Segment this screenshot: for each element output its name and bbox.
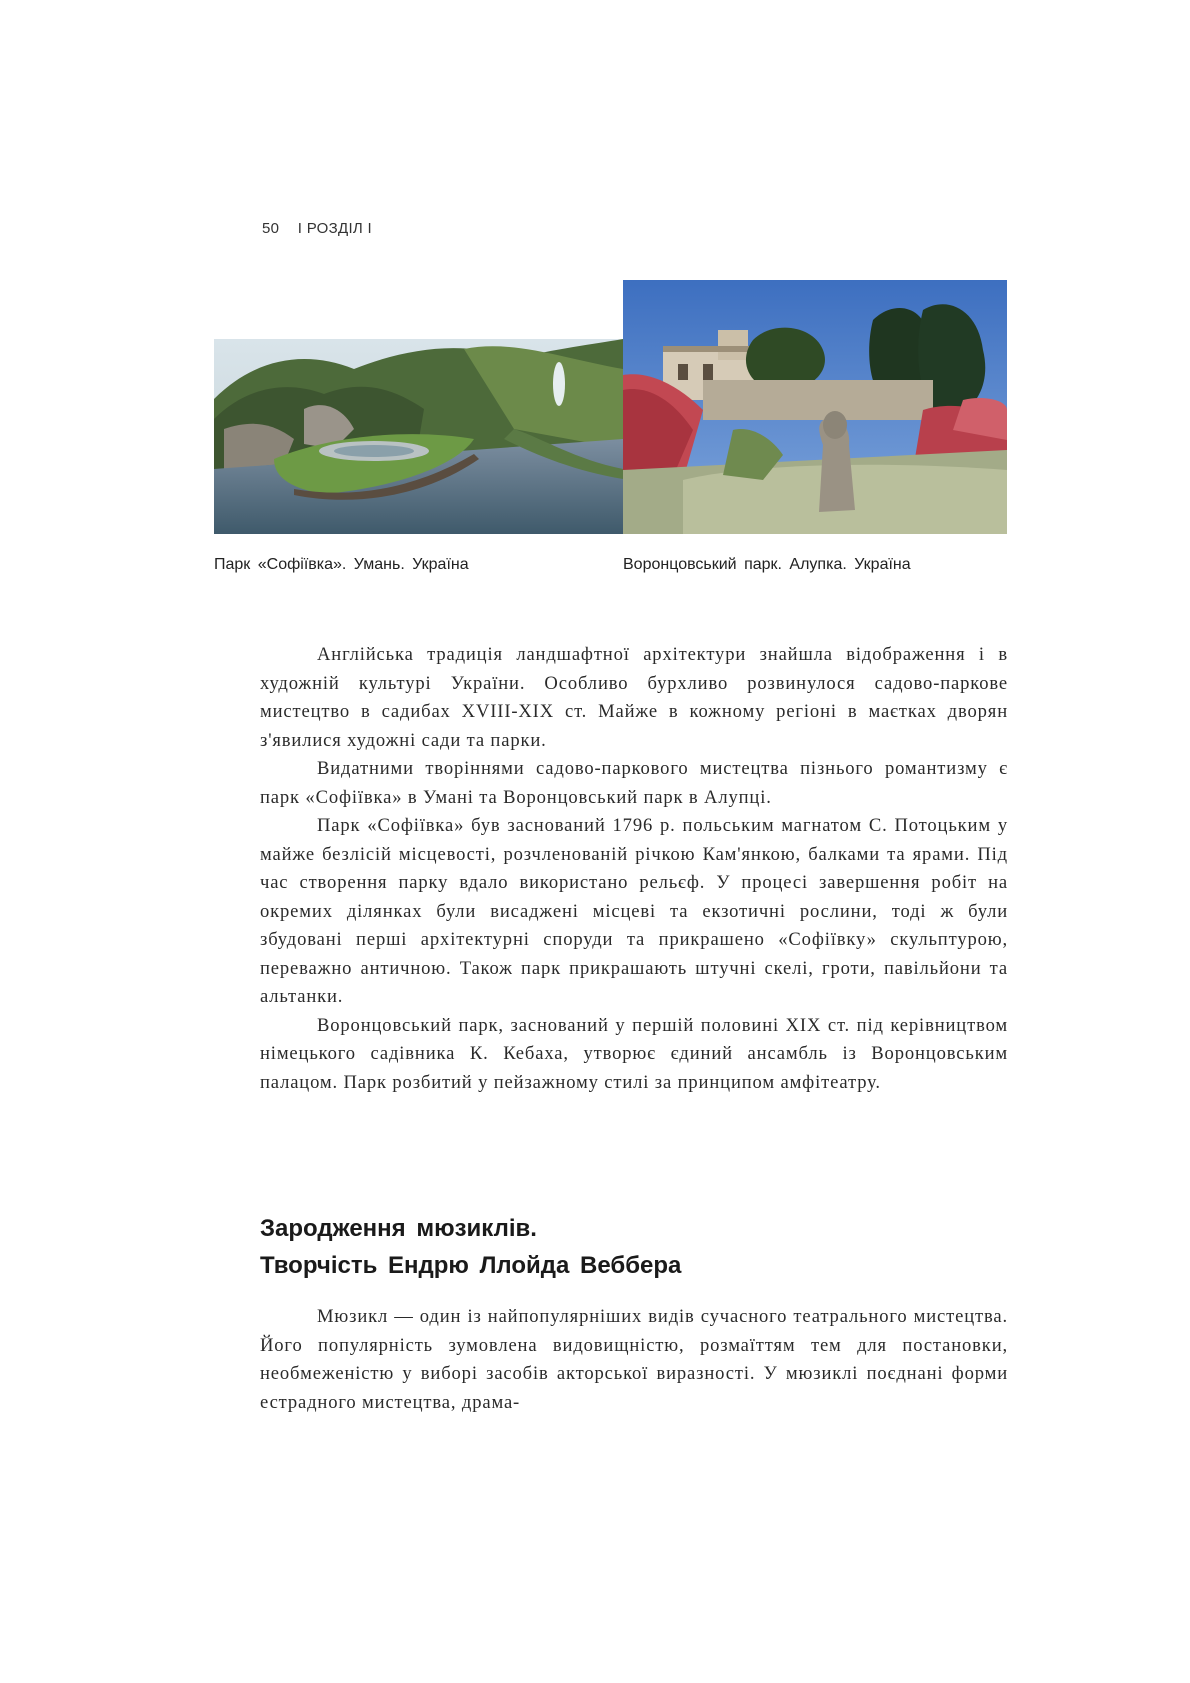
section-label: I РОЗДІЛ I <box>297 220 373 237</box>
paragraph: Англійська традиція ландшафтної архітектури знайшла відображення і в художній культурі України. Особливо бурхливо розвинулося садово-паркове мистецтво в садибах XVIII-XIX ст. Майже в кожному регіоні в маєтках дворян з'явилися художні сади та парки. <box>260 644 1008 751</box>
body-text-section2 <box>260 1303 1008 1417</box>
heading-line-1: Зародження мюзиклів. <box>260 1215 537 1242</box>
vorontsov-caption: Воронцовський парк. Алупка. Україна <box>623 556 911 573</box>
running-header <box>262 220 386 237</box>
sofiyivka-caption: Парк «Софіївка». Умань. Україна <box>214 556 469 573</box>
paragraph: Видатними творіннями садово-паркового мистецтва пізнього романтизму є парк «Софіївка» в Умані та Воронцовський парк в Алупці. <box>260 758 1008 808</box>
heading-line-2: Творчість Ендрю Ллойда Веббера <box>260 1252 682 1279</box>
paragraph: Мюзикл — один із найпопулярніших видів сучасного театрального мистецтва. Його популярність зумовлена видовищністю, розмаїттям тем для постановки, необмеженістю у виборі засобів акторської виразності. У мюзиклі поєднані форми естрадного мистецтва, драма- <box>260 1306 1008 1413</box>
paragraph: Воронцовський парк, заснований у першій половині XIX ст. під керівництвом німецького садівника К. Кебаха, утворює єдиний ансамбль із Воронцовським палацом. Парк розбитий у пейзажному стилі за принципом амфітеатру. <box>260 1014 1008 1093</box>
page-number: 50 <box>262 220 280 237</box>
body-text-section1 <box>260 641 1008 1097</box>
vorontsov-park-photo <box>623 280 1007 534</box>
paragraph: Парк «Софіївка» був заснований 1796 р. польським магнатом С. Потоцьким у майже безлісій місцевості, розчленованій річкою Кам'янкою, балками та ярами. Під час створення парку вдало використано рельєф. У процесі завершення робіт на окремих ділянках були висаджені місцеві та екзотичні рослини, тоді ж були збудовані перші архітектурні споруди та прикрашено «Софіївку» скульптурою, переважно античною. Також парк прикрашають штучні скелі, гроти, павільйони та альтанки. <box>260 815 1008 1007</box>
sofiyivka-park-photo <box>214 339 623 534</box>
section-heading <box>260 1210 681 1284</box>
